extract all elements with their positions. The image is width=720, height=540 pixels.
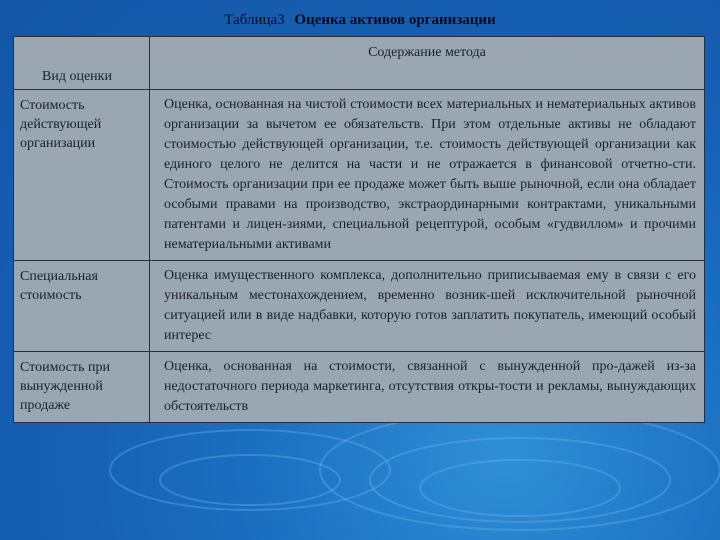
header-kind (14, 37, 150, 90)
header-method: Содержание метода (150, 37, 705, 90)
table-row (14, 352, 705, 423)
row-kind: Стоимость при вынужденной продаже (14, 352, 150, 423)
valuation-table (13, 36, 705, 423)
row-kind: Специальная стоимость (14, 261, 150, 352)
row-kind: Стоимость действующей организации (14, 90, 150, 261)
caption-title: Оценка активов организации (294, 12, 496, 28)
caption-prefix: Таблица3 (224, 12, 285, 28)
table-caption (0, 12, 720, 29)
header-row (14, 37, 705, 90)
table-row (14, 90, 705, 261)
row-desc: Оценка имущественного комплекса, дополнительно приписываемая ему в связи с его уникальным местонахождением, временно возник-шей исключительной рыночной ситуацией или в виде надбавки, которую готов заплатить покупатель, имеющий особый интерес (150, 261, 705, 352)
header-kind-label: Вид оценки (42, 69, 112, 84)
table-row (14, 261, 705, 352)
row-desc: Оценка, основанная на стоимости, связанной с вынужденной про-дажей из-за недостаточного периода маркетинга, отсутствия откры-тости и рекламы, вынуждающих обстоятельств (150, 352, 705, 423)
row-desc: Оценка, основанная на чистой стоимости всех материальных и нематериальных активов организации за вычетом ее обязательств. При этом отдельные активы не обладают стоимостью действующей организации, т.е. стоимость действующей организации как единого целого не делится на части и не отражается в финансовой отчетно-сти. Стоимость организации при ее продаже может быть выше рыночной, если она обладает особыми правами на производство, экстраординарными контрактами, уникальными патентами и лицен-зиями, специальной рецептурой, особым «гудвиллом» и прочими нематериальными активами (150, 90, 705, 261)
